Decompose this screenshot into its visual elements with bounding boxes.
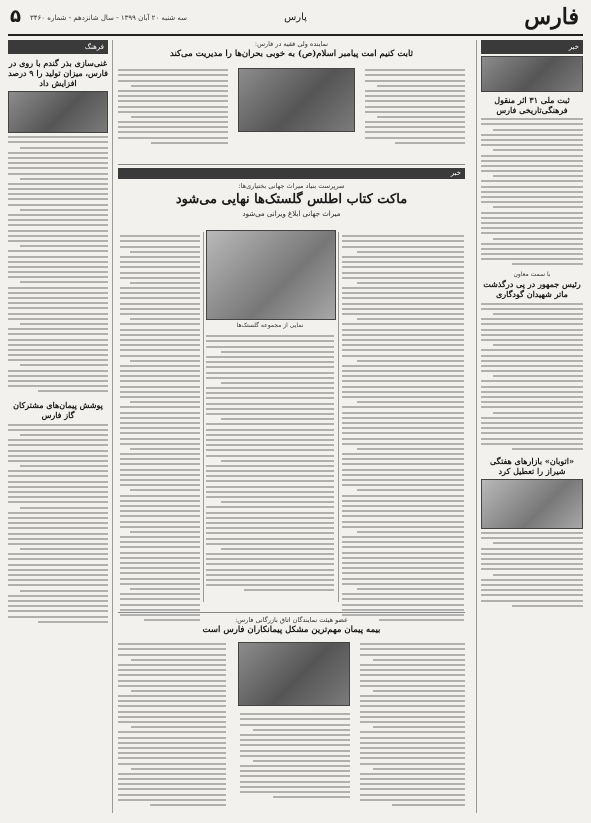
top-story-headline: ثابت کنیم امت پیامبر اسلام(ص) به خوبی بحران‌ها را مدیریت می‌کند xyxy=(169,49,414,59)
divider xyxy=(118,612,465,613)
right-column xyxy=(476,40,583,813)
top-story xyxy=(118,40,465,160)
right-column-headline: ثبت ملی ۳۱ اثر منقول فرهنگی‌تاریخی فارس xyxy=(494,95,570,115)
lead-story-col1 xyxy=(342,232,464,624)
top-story-kicker: نماینده ولی فقیه در فارس: xyxy=(254,40,329,48)
bottom-story-photo xyxy=(238,642,350,706)
divider xyxy=(118,164,465,165)
lead-story-col2 xyxy=(206,332,334,595)
left-column-headline: غنی‌سازی بذر گندم با روی در فارس، میزان تولید را ۹ درصد افزایش داد xyxy=(8,58,108,88)
lead-story-photo xyxy=(206,230,336,320)
left-column-body xyxy=(8,136,108,392)
lead-story-label: خبر xyxy=(118,168,465,179)
lead-story-col3 xyxy=(120,232,200,624)
bottom-story-kicker: عضو هیئت نمایندگان اتاق بازرگانی فارس: xyxy=(235,616,348,624)
left-column-photo xyxy=(8,91,108,133)
right-column-photo2 xyxy=(481,479,583,529)
right-column-body2 xyxy=(481,303,583,450)
left-column-label: فرهنگ xyxy=(8,40,108,54)
left-column-headline2: پوشش پیمان‌های مشترکان گاز فارس xyxy=(13,400,103,421)
lead-story-kicker: سرپرست بنیاد میراث جهانی بختیاری‌ها: xyxy=(238,182,345,190)
bottom-story-col3 xyxy=(118,640,226,809)
right-column-body3 xyxy=(481,532,583,607)
right-column-body xyxy=(481,118,583,265)
section-name: پارس xyxy=(284,12,307,23)
lead-story-headline: ماکت کتاب اطلس گلستک‌ها نهایی می‌شود xyxy=(175,192,408,207)
left-column-body2 xyxy=(8,424,108,623)
bottom-story xyxy=(118,616,465,812)
right-column-label: خبر xyxy=(481,40,583,54)
issue-info: سه شنبه ۲۰ آبان ۱۳۹۹ - سال شانزدهم - شماره ۳۴۶۰ xyxy=(30,14,188,22)
masthead xyxy=(8,4,583,36)
page-number: ۵ xyxy=(10,6,21,27)
lead-story-subheadline: میراث جهانی ابلاغ ویرانی می‌شود xyxy=(242,210,341,219)
newspaper-logo: فارس xyxy=(524,4,579,30)
right-column-photo xyxy=(481,56,583,92)
bottom-story-col2 xyxy=(240,710,350,801)
bottom-story-headline: بیمه پیمان مهم‌ترین مشکل پیمانکاران فارس است xyxy=(202,625,381,635)
lead-story-photo-caption: نمایی از مجموعه گلستک‌ها xyxy=(236,322,304,329)
column-rule xyxy=(338,232,339,602)
lead-story-heading xyxy=(118,182,465,218)
top-story-photo xyxy=(238,68,355,132)
right-column-headline2: رئیس جمهور در پی درگذشت ماتر شهیدان گودگاری xyxy=(483,279,581,300)
top-story-col1 xyxy=(365,66,465,147)
right-column-kicker2: با سمت معاون xyxy=(513,271,551,279)
left-column xyxy=(8,40,113,813)
top-story-col2 xyxy=(118,66,228,147)
right-column-headline3: «اتوبان» بازارهای هفتگی شیراز را تعطیل کرد xyxy=(490,455,574,476)
bottom-story-col1 xyxy=(360,640,465,809)
column-rule xyxy=(203,232,204,602)
